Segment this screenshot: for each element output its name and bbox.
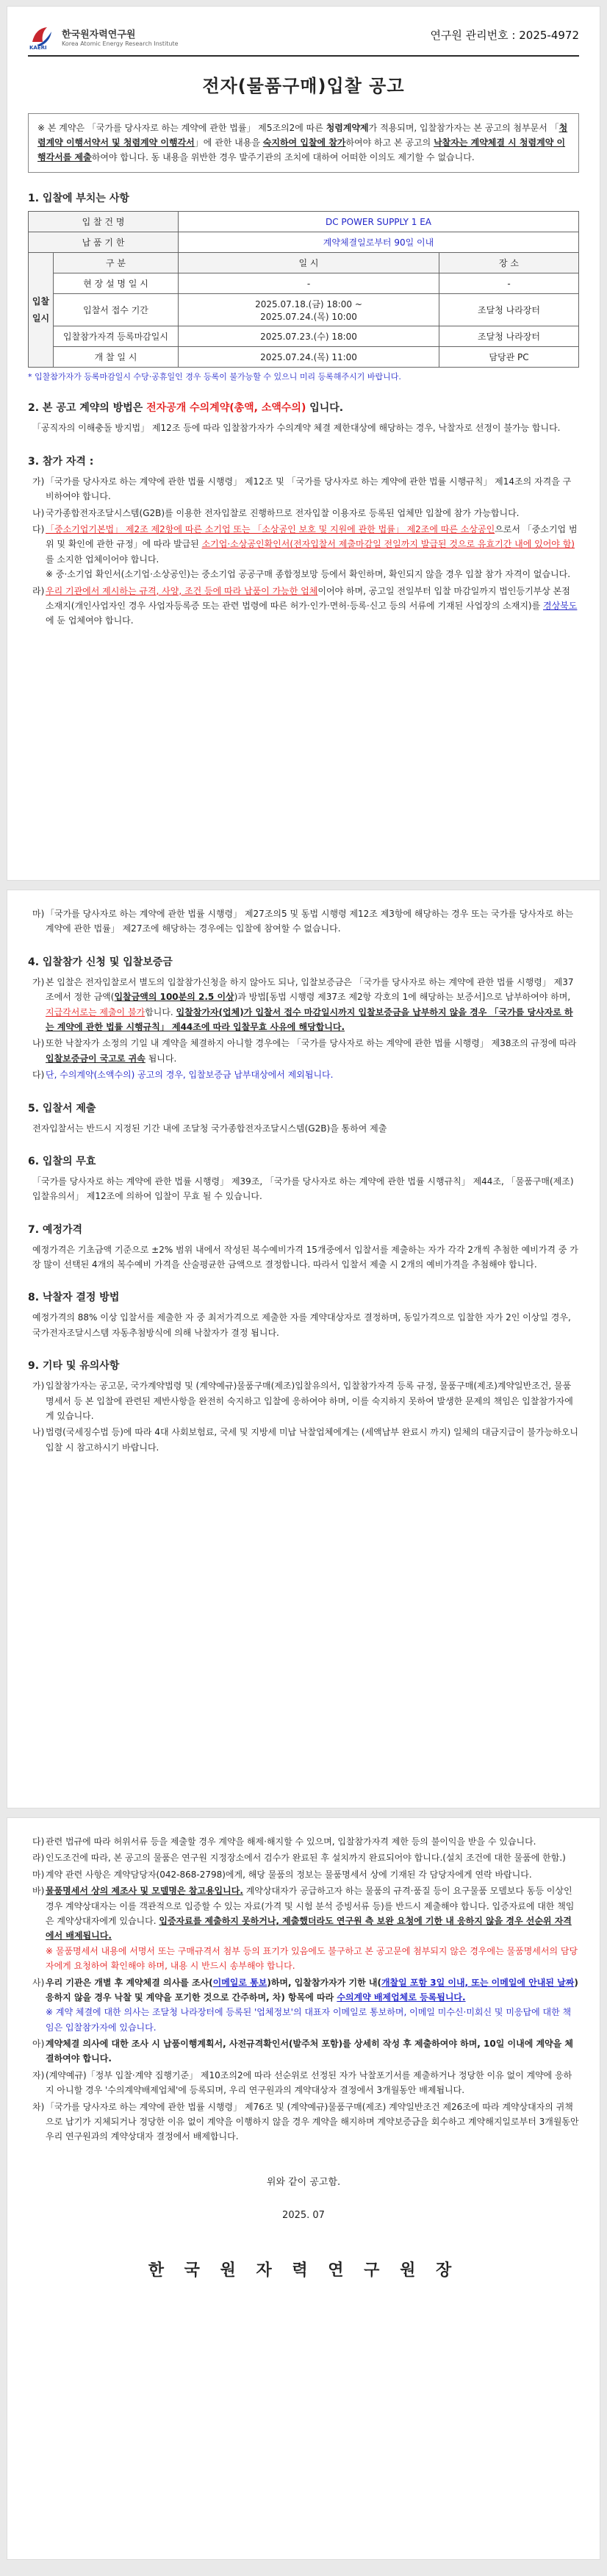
section-5-body: 전자입찰서는 반드시 지정된 기간 내에 조달청 국가종합전자조달시스템(G2B)을 통하여 제출: [32, 1123, 387, 1134]
list-item: [28, 506, 579, 520]
col-header-category: 구 분: [54, 253, 179, 273]
list-item: [28, 1834, 579, 1849]
item-marker: 바): [32, 1886, 45, 1897]
item-marker: 아): [32, 2039, 45, 2050]
bid-name-value: DC POWER SUPPLY 1 EA: [179, 212, 579, 232]
item-emphasis: 입증자료를 제출하지 못하거나, 제출했더라도 연구원 측 보완 요청에 기한 내 응하지 않을 경우 선순위 자격에서 배제됩니다.: [46, 1915, 572, 1942]
item-emphasis: 소기업·소상공인확인서(전자입찰서 제출마감일 전일까지 발급된 것으로 유효기간 내에 있어야 함): [201, 539, 575, 550]
item-text: [46, 1883, 579, 1973]
bid-info-table: [28, 211, 579, 368]
signature: 한 국 원 자 력 연 구 원 장: [148, 2261, 459, 2280]
logo-text: KAERI: [29, 45, 47, 51]
item-subnote: ※ 중·소기업 확인서(소기업·소상공인)는 중소기업 공공구매 종합정보망 등에서 확인하며, 확인되지 않을 경우 입찰 참가 자격이 없습니다.: [46, 569, 571, 580]
item-text-part: 으로서 「중소기업 범위 및 확인에 관한 규정」에 따라 발급된: [46, 523, 578, 550]
item-text: (계약예규)「정부 입찰·계약 집행기준」 제10조의2에 따라 선순위로 선정된 자가 낙찰포기서를 제출하거나 정당한 이유 없이 계약에 응하지 아니할 경우 '수의계약배제업체'에 등록되며, 우리 연구원과의 계약대상자 결정에서 3개월동안 배제됩니다.: [46, 2069, 572, 2096]
item-text: 인도조건에 따라, 본 공고의 물품은 연구원 지정장소에서 검수가 완료된 후 설치까지 완료되어야 합니다.(설치 조건에 대한 물품에 한함.): [46, 1853, 566, 1864]
item-text-part: 또한 낙찰자가 소정의 기일 내 계약을 체결하지 아니할 경우에는 「국가를 당사자로 하는 계약에 관한 법률 시행령」 제38조의 규정에 따라: [46, 1038, 577, 1049]
heading-text: 입니다.: [306, 402, 344, 415]
header-divider: [28, 55, 579, 57]
notice-emphasis: 청렴계약제: [326, 123, 369, 133]
section-8-heading: 8. 낙찰자 결정 방법: [28, 1292, 120, 1304]
item-marker: 자): [32, 2069, 45, 2081]
item-text: 관련 법규에 따라 허위서류 등을 제출할 경우 계약을 해제·해지할 수 있으며, 입찰참가자격 제한 등의 불이익을 받을 수 있습니다.: [46, 1836, 536, 1847]
item-emphasis: 이메일로 통보: [212, 1977, 267, 1988]
notice-emphasis: 청렴계약 이행서약서 및 청렴계약 이행각서: [37, 123, 568, 148]
item-subnote: ※ 계약 체결에 대한 의사는 조달청 나라장터에 등록된 '업체정보'의 대표자 이메일로 통보하며, 이메일 미수신·미회신 및 미응답에 대한 책임은 입찰참가자에 있습니다.: [46, 2007, 572, 2033]
item-text: 법령(국세징수법 등)에 따라 4대 사회보험료, 국세 및 지방세 미납 낙찰업체에게는 (세액납부 완료시 까지) 일체의 대금지급이 불가능하오니 입찰 시 참고하시기 바랍니다.: [46, 1427, 578, 1453]
page-1: [7, 6, 600, 881]
item-text: [46, 1036, 579, 1066]
item-text: [46, 584, 579, 629]
list-item: [28, 1975, 579, 2036]
schedule-place: -: [439, 273, 579, 294]
list-item: [28, 474, 579, 504]
schedule-time: -: [179, 273, 439, 294]
list-item: [28, 1036, 579, 1066]
item-marker: 가): [32, 476, 45, 487]
notice-emphasis: 낙찰자는 계약체결 시 청렴계약 이행각서를 제출: [37, 137, 566, 162]
item-text-part: ) 응하지 않을 경우 낙찰 및 계약을 포기한 것으로 간주하며, 차) 항목에 따라: [46, 1977, 578, 2003]
section-2-heading: [28, 400, 579, 415]
section-7-heading: 7. 예정가격: [28, 1223, 83, 1236]
table-row: [29, 232, 579, 253]
item-text-part: 됩니다.: [145, 1053, 177, 1064]
item-emphasis: 경상북도: [543, 600, 578, 611]
list-item: [28, 1850, 579, 1865]
section-9-heading: 9. 기타 및 유의사항: [28, 1360, 120, 1373]
item-emphasis: 입찰보증금이 국고로 귀속: [46, 1053, 146, 1064]
section-2-body: 「공직자의 이해충돌 방지법」 제12조 등에 따라 입찰참가자가 수의계약 체결 제한대상에 해당하는 경우, 낙찰자로 선정이 불가능 합니다.: [32, 423, 561, 434]
list-item: [28, 1378, 579, 1423]
org-logo: [28, 23, 179, 51]
item-emphasis: 물품명세서 상의 제조사 및 모델명은 참고용입니다.: [46, 1886, 243, 1897]
schedule-time: 2025.07.24.(목) 11:00: [179, 347, 439, 368]
document-header: [28, 23, 579, 51]
item-emphasis: 입찰참가자(업체)가 입찰서 접수 마감일시까지 입찰보증금을 납부하지 않을 경우 「국가를 당사자로 하는 계약에 관한 법률 시행규칙」 제44조에 따라 입찰무효 사유에 해당합니다.: [46, 1006, 573, 1032]
item-marker: 다): [32, 523, 45, 534]
item-text: 단, 수의계약(소액수의) 공고의 경우, 입찰보증금 납부대상에서 제외됩니다.: [46, 1070, 334, 1081]
item-marker: 나): [32, 507, 45, 518]
list-item: [28, 522, 579, 582]
table-row: [29, 212, 579, 232]
item-text: 「국가를 당사자로 하는 계약에 관한 법률 시행령」 제12조 및 「국가를 당사자로 하는 계약에 관한 법률 시행규칙」 제14조의 자격을 구비하여야 합니다.: [46, 476, 572, 502]
item-text: 「국가를 당사자로 하는 계약에 관한 법률 시행령」 제27조의5 및 동법 시행령 제12조 제3항에 해당하는 경우 또는 국가를 당사자로 하는 계약에 관한 법률」 제27조에 해당하는 경우에는 입찰에 참여할 수 없습니다.: [46, 909, 574, 934]
publication-number: 연구원 관리번호 : 2025-4972: [430, 29, 579, 42]
item-emphasis: 입찰금액의 100분의 2.5 이상: [114, 992, 234, 1003]
item-text-part: 계약상대자가 공급하고자 하는 물품의 규격·품질 등이 요구물품 모델보다 동등 이상인 경우 계약상대자는 이를 객관적으로 입증할 수 있는 자료(가격 및 시험 분석 증빙서류 등)를 반드시 제출해야 합니다. 입증자료에 대한 책임은 계약상대자에게 있습니다.: [46, 1886, 575, 1926]
section-3-heading: 3. 참가 자격 :: [28, 455, 94, 468]
table-row: [29, 273, 579, 294]
item-emphasis: 개찰일 포함 3일 이내, 또는 이메일에 안내된 날짜: [381, 1977, 575, 1988]
section-6-body: 「국가를 당사자로 하는 계약에 관한 법률 시행령」 제39조, 「국가를 당사자로 하는 계약에 관한 법률 시행규칙」 제44조, 「물품구매(제조)입찰유의서」 제12조에 의하여 입찰이 무효 될 수 있습니다.: [32, 1176, 574, 1202]
item-text-part: 우리 기관은 개별 후 계약체결 의사를 조사(: [46, 1977, 213, 1988]
org-name-en: Korea Atomic Energy Research Institute: [62, 40, 179, 47]
item-text-part: 합니다.: [145, 1006, 176, 1017]
notice-text: ※ 본 계약은 「국가를 당사자로 하는 계약에 관한 법률」 제5조의2에 따른: [37, 123, 326, 133]
delivery-deadline-value: 계약체결일로부터 90일 이내: [179, 232, 579, 253]
item-marker: 나): [32, 1427, 45, 1438]
list-item: [28, 2100, 579, 2144]
schedule-label: 현 장 설 명 일 시: [54, 273, 179, 294]
item-marker: 마): [32, 909, 45, 919]
page-2: [7, 890, 600, 1808]
integrity-notice-box: [28, 113, 579, 173]
item-emphasis: 「중소기업기본법」 제2조 제2항에 따른 소기업 또는 「소상공인 보호 및 지원에 관한 법률」 제2조에 따른 소상공인: [46, 523, 495, 534]
item-text: 「국가를 당사자로 하는 계약에 관한 법률 시행령」 제76조 및 (계약예규)물품구매(제조) 계약일반조건 제26조에 따라 계약상대자의 귀책으로 납기가 지체되거나 정당한 이유 없이 계약을 이행하지 않을 경우 계약을 해지하며 계약보증금을 회수하고 계약해지일로부터 3개월동안 우리 연구원과의 계약상대자 결정에서 배제합니다.: [46, 2101, 579, 2142]
schedule-group-label: 입찰일시: [29, 253, 54, 368]
item-text-part: 를 소지한 업체이어야 합니다.: [46, 554, 159, 565]
table-row: [29, 294, 579, 326]
list-item: [28, 906, 579, 937]
list-item: [28, 2068, 579, 2098]
schedule-label: 개 찰 일 시: [54, 347, 179, 368]
item-text-part: )과 방법[동법 시행령 제37조 제2항 각호의 1에 해당하는 보증서]으로 납부하여야 하며,: [234, 992, 571, 1003]
item-text-part: 본 입찰은 전자입찰로서 별도의 입찰참가신청을 하지 않아도 되나, 입찰보증금은 「국가를 당사자로 하는 계약에 관한 법률 시행령」 제37조에서 정한 금액(: [46, 976, 574, 1003]
col-header-datetime: 일 시: [179, 253, 439, 273]
item-marker: 다): [32, 1836, 45, 1847]
announcement-date: 2025. 07: [282, 2209, 325, 2221]
item-subnote: ※ 물품명세서 내용에 서명서 또는 구매규격서 첨부 등의 표기가 있음에도 불구하고 본 공고문에 첨부되지 않은 경우에는 물품명세서의 담당자에게 요청하여 확인해야 하며, 내용 시 반드시 송부해야 합니다.: [46, 1945, 578, 1972]
schedule-place: 조달청 나라장터: [439, 326, 579, 347]
item-text: 계약 관련 사항은 계약담당자(042-868-2798)에게, 해당 물품의 정보는 물품명세서 상에 기재된 각 담당자에게 연락 바랍니다.: [46, 1869, 532, 1880]
item-marker: 나): [32, 1038, 45, 1049]
delivery-deadline-label: 납 품 기 한: [29, 232, 179, 253]
item-text: 계약체결 의사에 대한 조사 시 납품이행계획서, 사전규격확인서(발주처 포함)를 상세히 작성 후 제출하여야 하며, 10일 이내에 계약을 체결하여야 합니다.: [46, 2039, 574, 2064]
section-8-body: 예정가격의 88% 이상 입찰서를 제출한 자 중 최저가격으로 제출한 자를 계약대상자로 결정하며, 동일가격으로 입찰한 자가 2인 이상일 경우, 국가전자조달시스템 자동추첨방식에 의해 낙찰자가 결정 됩니다.: [32, 1312, 571, 1338]
list-item: [28, 1883, 579, 1973]
item-text: [46, 522, 579, 582]
table-footnote: * 입찰참가자가 등록마감일시 수당·공휴일인 경우 등록이 불가능할 수 있으니 미리 등록해주시기 바랍니다.: [28, 372, 401, 382]
section-6-heading: 6. 입찰의 무효: [28, 1155, 96, 1167]
item-text: 국가종합전자조달시스템(G2B)를 이용한 전자입찰로 진행하므로 전자입찰 이용자로 등록된 업체만 입찰에 참가 가능합니다.: [46, 507, 520, 518]
col-header-place: 장 소: [439, 253, 579, 273]
closing-statement: 위와 같이 공고함.: [266, 2176, 341, 2188]
schedule-label: 입찰참가자격 등록마감일시: [54, 326, 179, 347]
page-3: [7, 1817, 600, 2560]
list-item: [28, 584, 579, 629]
table-row: [29, 253, 579, 273]
item-marker: 라): [32, 585, 45, 596]
item-text: [46, 1975, 579, 2036]
notice-text: 하여야 합니다. 동 내용을 위반한 경우 발주기관의 조치에 대하여 어떠한 이의도 제기할 수 없습니다.: [91, 151, 475, 162]
item-text-part: )하며, 입찰참가자가 기한 내(: [267, 1977, 381, 1988]
item-text: [46, 975, 579, 1035]
heading-text: 2. 본 공고 계약의 방법은: [28, 402, 147, 415]
item-text-part: 에 둔 업체여야 합니다.: [46, 615, 134, 626]
section-1-heading: 1. 입찰에 부치는 사항: [28, 193, 129, 205]
org-name: 한국원자력연구원: [62, 29, 136, 40]
schedule-place: 담당관 PC: [439, 347, 579, 368]
list-item: [28, 2036, 579, 2067]
kaeri-logo-icon: [28, 23, 56, 51]
item-text-part: 이어야 하며, 공고일 전일부터 입찰 마감일까지 법인등기부상 본점 소재지(개인사업자인 경우 사업자등록증 또는 관련 법령에 따른 허가·인가·면허·등록·신고 등의 서류에 기재된 사업장의 소재지)를: [46, 585, 570, 611]
table-row: [29, 326, 579, 347]
item-marker: 다): [32, 1070, 45, 1081]
item-emphasis: 지급각서로는 제출이 불가: [46, 1006, 146, 1017]
item-marker: 차): [32, 2101, 45, 2112]
list-item: [28, 975, 579, 1035]
section-4-heading: 4. 입찰참가 신청 및 입찰보증금: [28, 956, 173, 968]
schedule-label: 입찰서 접수 기간: [54, 294, 179, 326]
notice-text: 」에 관한 내용을: [194, 137, 263, 148]
schedule-time: 2025.07.23.(수) 18:00: [179, 326, 439, 347]
notice-emphasis: 숙지하여 입찰에 참가: [262, 137, 346, 148]
schedule-time: 2025.07.18.(금) 18:00 ~ 2025.07.24.(목) 10:00: [179, 294, 439, 326]
bid-name-label: 입 찰 건 명: [29, 212, 179, 232]
item-marker: 사): [32, 1977, 45, 1988]
heading-emphasis: 전자공개 수의계약(총액, 소액수의): [146, 402, 306, 415]
table-row: [29, 347, 579, 368]
item-marker: 가): [32, 1381, 45, 1392]
section-7-body: 예정가격은 기초금액 기준으로 ±2% 범위 내에서 작성된 복수예비가격 15개중에서 입찰서를 제출하는 자가 각각 2개씩 추첨한 예비가격 중 가장 많이 선택된 4개의 복수예비 가격을 산술평균한 금액으로 결정합니다. 따라서 입찰서 제출 시 2개의 예비가격을 추첨해야 합니다.: [32, 1244, 578, 1270]
item-text: 입찰참가자는 공고문, 국가계약법령 및 (계약예규)물품구매(제조)입찰유의서, 입찰참가자격 등록 규정, 물품구매(제조)계약일반조건, 물품명세서 등 본 입찰에 관련된 제반사항을 완전히 숙지하고 입찰에 응하여야 하며, 이를 숙지하지 못하여 발생한 문제의 책임은 입찰참가자에게 있습니다.: [46, 1381, 573, 1422]
notice-text: 하여야 하고 본 공고의: [345, 137, 434, 148]
item-marker: 마): [32, 1869, 45, 1880]
section-5-heading: 5. 입찰서 제출: [28, 1102, 96, 1115]
item-emphasis: 수의계약 배제업체로 등록됩니다.: [337, 1992, 466, 2003]
document-title: 전자(물품구매)입찰 공고: [202, 76, 405, 96]
list-item: [28, 1425, 579, 1455]
item-emphasis: 우리 기관에서 제시하는 규격, 사양, 조건 등에 따라 납품이 가능한 업체: [46, 585, 318, 596]
list-item: [28, 1867, 579, 1882]
item-marker: 가): [32, 976, 45, 987]
notice-text: 가 적용되며, 입찰참가자는 본 공고의 첨부문서 「: [368, 123, 559, 133]
schedule-place: 조달청 나라장터: [439, 294, 579, 326]
list-item: [28, 1067, 579, 1082]
item-marker: 라): [32, 1853, 45, 1864]
